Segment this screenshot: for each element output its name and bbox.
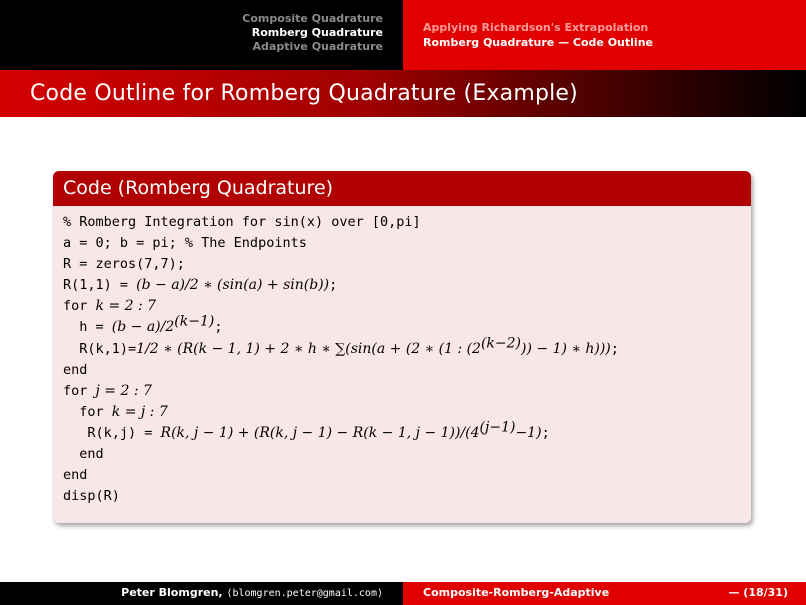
- code-line: [63, 444, 745, 465]
- code-line: [63, 275, 745, 296]
- code-text: R(k,j) =: [63, 424, 161, 441]
- section-list: [242, 12, 383, 54]
- code-line: [63, 486, 745, 507]
- code-text: R(1,1) =: [63, 277, 137, 294]
- code-line: [63, 360, 745, 381]
- short-title: Composite-Romberg-Adaptive: [423, 586, 610, 599]
- code-text: end: [63, 467, 88, 484]
- math-exponent: (j−1): [479, 419, 516, 436]
- math-expression: (b − a)/2 ∗ (sin(a) + sin(b)): [136, 277, 330, 294]
- code-text: end: [63, 446, 104, 463]
- code-line: [63, 402, 745, 423]
- code-text: h =: [63, 319, 112, 336]
- code-text: ;: [329, 277, 338, 294]
- frame-title-bar: [0, 70, 806, 117]
- page-number: — (18/31): [728, 586, 788, 599]
- code-text: % Romberg Integration for sin(x) over [0,pi]: [63, 214, 421, 230]
- code-block-title: Code (Romberg Quadrature): [53, 171, 751, 206]
- subsection-list: [423, 20, 653, 50]
- code-block: [53, 171, 751, 523]
- nav-subsection-code-outline[interactable]: Romberg Quadrature — Code Outline: [423, 36, 653, 49]
- code-line: [63, 233, 745, 254]
- code-line: [63, 212, 745, 233]
- code-text: ;: [214, 319, 223, 336]
- math-expression: (b − a)/2: [111, 319, 175, 336]
- code-text: disp(R): [63, 488, 120, 505]
- section-nav-panel: [0, 0, 403, 70]
- subsection-nav-panel: [403, 0, 806, 70]
- code-text: a = 0; b = pi; % The Endpoints: [63, 235, 307, 252]
- code-line: [63, 254, 745, 275]
- slide-title: Code Outline for Romberg Quadrature (Example): [30, 81, 578, 106]
- code-text: ;: [541, 424, 550, 441]
- code-listing: [63, 212, 745, 507]
- code-line: [63, 381, 745, 402]
- code-text: R = zeros(7,7);: [63, 256, 185, 273]
- code-text: ;: [610, 340, 619, 357]
- nav-section-composite[interactable]: Composite Quadrature: [242, 12, 383, 25]
- math-expression: R(k, j − 1) + (R(k, j − 1) − R(k − 1, j − 1))/(4: [160, 424, 480, 441]
- code-line: [63, 296, 745, 317]
- footer-right: [403, 582, 806, 605]
- footer-left: [0, 582, 403, 605]
- math-exponent: (k−1): [174, 313, 215, 330]
- code-text: for: [63, 382, 96, 399]
- code-line: [63, 313, 745, 338]
- author-email: ⟨blomgren.peter@gmail.com⟩: [226, 588, 383, 599]
- author-info: [121, 586, 383, 599]
- math-expression: )) − 1) ∗ h))): [521, 340, 611, 357]
- math-expression: −1): [515, 424, 542, 441]
- code-line: [63, 465, 745, 486]
- code-text: end: [63, 361, 88, 378]
- header-navigation: [0, 0, 806, 70]
- math-exponent: (k−2): [480, 335, 522, 352]
- math-expression: 1/2 ∗ (R(k − 1, 1) + 2 ∗ h ∗ ∑(sin(a + (2 ∗ (1 : (2: [136, 340, 481, 357]
- nav-section-romberg[interactable]: Romberg Quadrature: [251, 26, 383, 39]
- code-line: [63, 419, 745, 444]
- math-expression: j = 2 : 7: [95, 382, 152, 399]
- footer-bar: [0, 582, 806, 605]
- code-text: for: [63, 298, 96, 315]
- code-text: for: [63, 403, 112, 420]
- author-name: Peter Blomgren,: [121, 586, 223, 599]
- code-text: R(k,1)=: [63, 340, 137, 357]
- math-expression: k = j : 7: [111, 403, 168, 420]
- math-expression: k = 2 : 7: [95, 298, 157, 315]
- nav-subsection-richardson[interactable]: Applying Richardson's Extrapolation: [423, 21, 649, 34]
- nav-section-adaptive[interactable]: Adaptive Quadrature: [252, 40, 383, 53]
- code-line: [63, 335, 745, 360]
